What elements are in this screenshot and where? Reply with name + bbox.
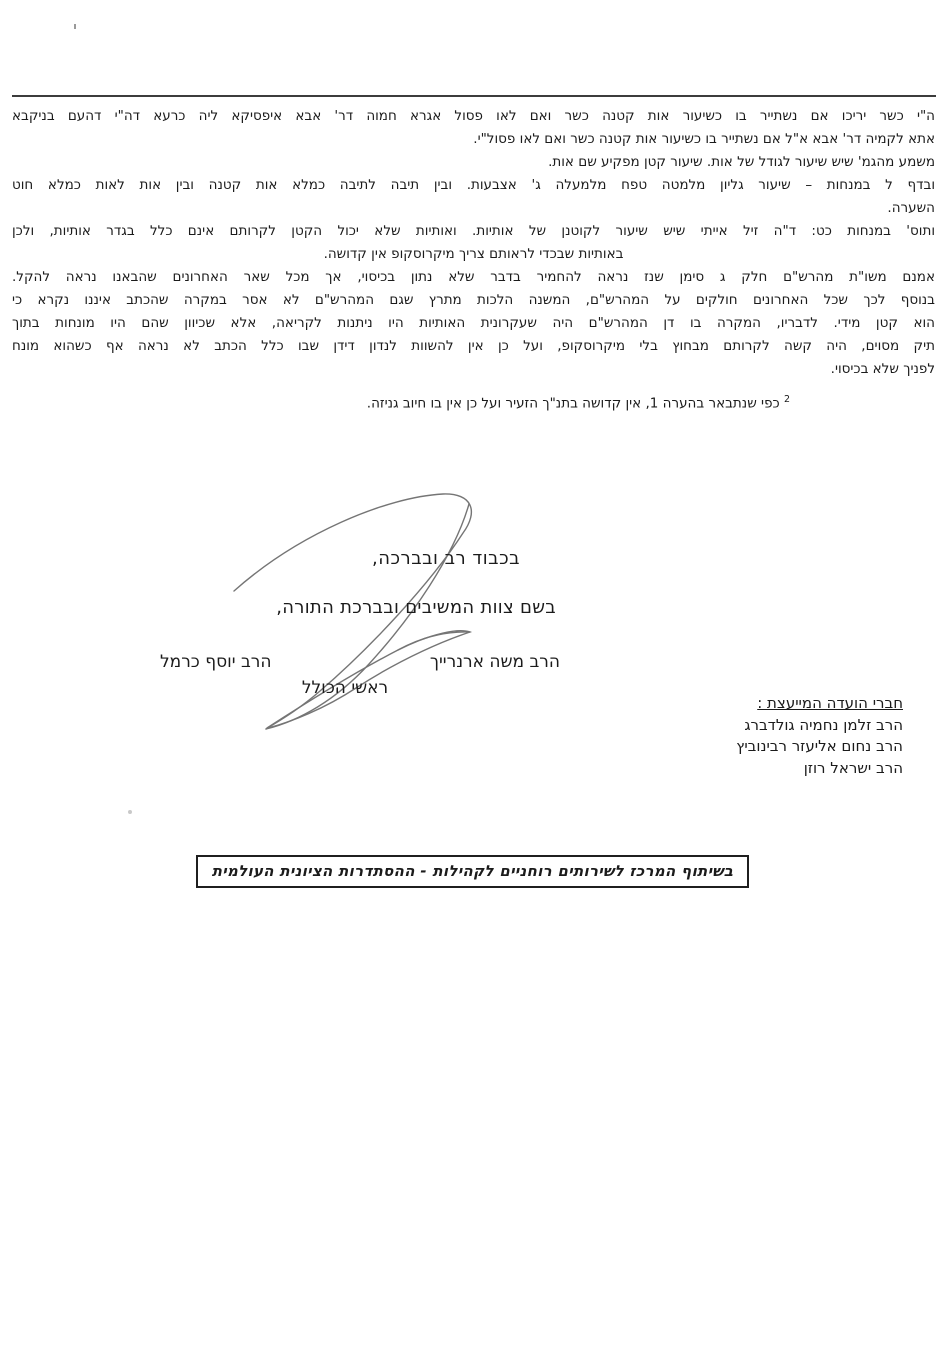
signer-name-left: הרב יוסף כרמל — [160, 652, 272, 672]
closing-salutation: בכבוד רב ובברכה, — [372, 548, 520, 569]
committee-member: הרב זלמן נחמיה גולדברג — [744, 715, 903, 734]
committee-heading: חברי הועדה המייעצת : — [757, 694, 903, 712]
body-line: בנוסף לכך שכל האחרונים חולקים על המהרש"ם, המשנה הלכות מתרץ שגם המהרש"ם לא אסר במקרה שהכתב איננו נקרא כי — [12, 292, 935, 308]
body-line: ה"י כשר יריכו אם נשתייר בו כשיעור אות קטנה כשר ואם לאו פסול אגרא חמוה דר' אבא איפסיקא ליה כרעא דה"י דהעם בניקבא — [12, 108, 935, 124]
body-line: תיק מסוים, היה קשה לקרותם מבחוץ בלי מיקרוסקופ, ועל כן אין להשוות לנדון דידן שבו כלל הכתב לא נראה אף כשהוא מונח — [12, 338, 935, 354]
committee-member: הרב ישראל רוזן — [803, 758, 903, 777]
body-line: לפניך שלא בכיסוי. — [830, 361, 935, 377]
body-line: השערה. — [887, 200, 935, 216]
signers-row — [160, 652, 560, 672]
cooperation-banner — [196, 855, 749, 888]
footnote-text: כפי שנתבאר בהערה 1, אין קדושה בתנ"ך הזעיר ועל כן אין בו חיוב גניזה. — [366, 395, 780, 412]
footnote-marker: 2 — [783, 394, 790, 405]
scan-speck — [74, 24, 76, 29]
top-divider-rule — [12, 95, 936, 97]
footnote-line — [12, 388, 790, 416]
body-line: הוא קטן מידי. לדבריו, המקרה בו דן המהרש"ם היה שעקרונית האותיות היו ניתנות לקריאה, אלא שכיוון שהם היו מונחות בתוך — [12, 315, 935, 331]
body-line: ובדף ל במנחות – שיעור גליון מלמטה טפח מלמעלה ג' אצבעות. ובין תיבה לתיבה כמלא אות קטנה ובין אות לאות כמלא חוט — [12, 177, 935, 193]
scan-speck — [128, 810, 132, 814]
body-line: ותוס' במנחות כט: ד"ה זיל אייתי שיש שיעור לקוטנן של אותיות. ואותיות שלא יכול הקטן לקרותם אינם כלל בגדר אותיות, ולכן — [12, 223, 935, 239]
committee-member: הרב נחום אליעזר רבינוביץ — [736, 737, 903, 755]
closing-on-behalf: בשם צוות המשיבים ובברכת התורה, — [276, 597, 556, 618]
body-line: באותיות שבכדי לראותם צריך מיקרוסקופ אין קדושה. — [323, 246, 624, 262]
body-line: משמע מהגמ' שיש שיעור לגודל של אות. שיעור קטן מפקיע שם אות. — [548, 154, 935, 170]
body-line: אתא לקמיה דר' אבא א"ל אם נשתייר בו כשיעור אות קטנה כשר ואם לאו פסול"י. — [473, 131, 935, 147]
banner-text: בשיתוף המרכז לשירותים רוחניים לקהילות - ההסתדרות הציונית העולמית — [211, 862, 734, 880]
responsa-body-text — [12, 105, 935, 416]
body-line: אמנם משו"ת מהרש"ם חלק ג סימן שנז נראה להחמיר בדבר שלא נתון בכיסוי, אך מכל שאר האחרונים שהבאנו נראה להקל. — [12, 269, 935, 285]
signers-title: ראשי הכולל — [301, 678, 389, 698]
advisory-committee-block — [736, 693, 903, 779]
signer-name-right: הרב משה ארנרייך — [429, 652, 560, 672]
